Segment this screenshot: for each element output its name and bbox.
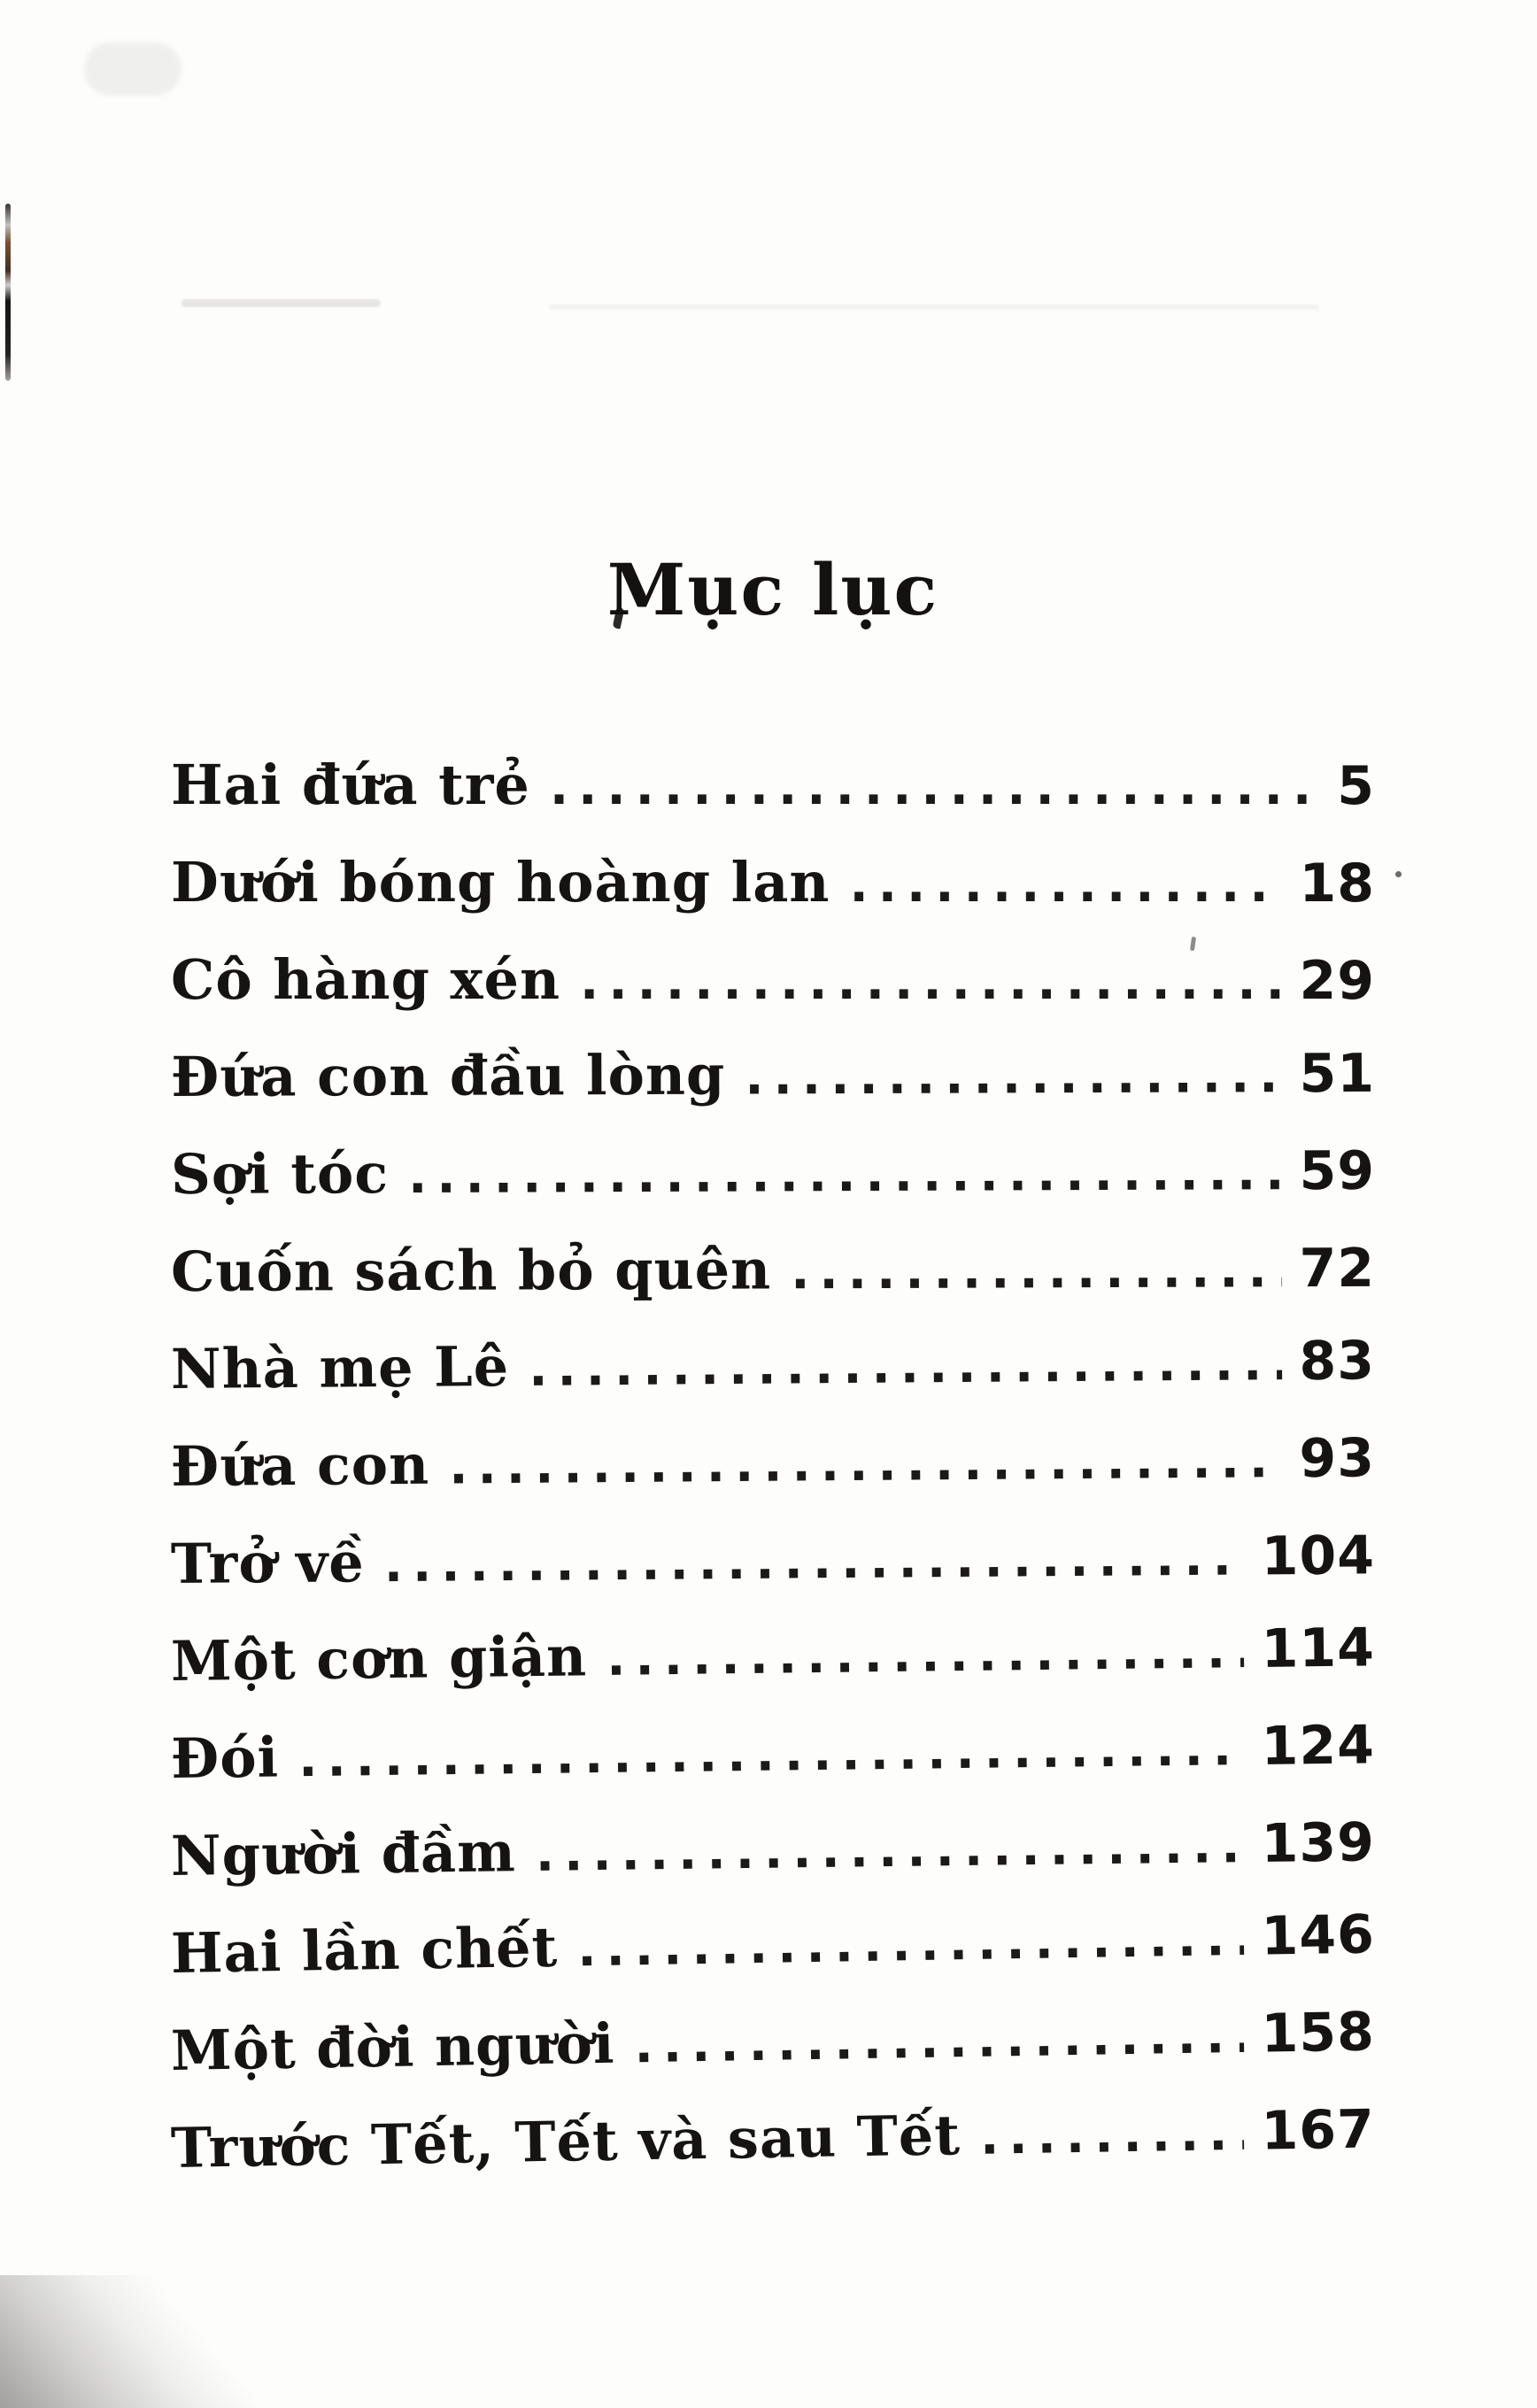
toc-entry-title: Đứa con bbox=[170, 1432, 430, 1499]
dot-leader bbox=[979, 2085, 1245, 2198]
toc-entry bbox=[171, 1311, 1376, 1418]
toc-entry-page: 158 bbox=[1261, 2001, 1376, 2065]
toc-entry-page: 18 bbox=[1299, 853, 1375, 915]
toc-entry-page: 146 bbox=[1261, 1903, 1376, 1968]
toc-entry-page: 83 bbox=[1299, 1330, 1376, 1393]
scan-smudge bbox=[84, 42, 182, 96]
toc-entry bbox=[170, 1598, 1375, 1710]
toc-entry-title: Đứa con đầu lòng bbox=[170, 1042, 726, 1109]
toc-entry bbox=[170, 2080, 1376, 2197]
toc-entry-page: 59 bbox=[1299, 1139, 1376, 1203]
scan-edge-artifact bbox=[5, 204, 11, 381]
toc-entry-title: Sợi tóc bbox=[170, 1141, 390, 1207]
toc-entry-title: Một cơn giận bbox=[170, 1624, 588, 1694]
toc-entry bbox=[171, 834, 1375, 931]
dot-leader bbox=[849, 837, 1281, 945]
scan-smudge bbox=[182, 299, 381, 307]
toc-entry-title: Trước Tết, Tết và sau Tết bbox=[170, 2103, 962, 2180]
toc-entry bbox=[170, 1695, 1375, 1808]
scan-corner-shadow bbox=[0, 2275, 266, 2408]
toc-entry bbox=[171, 1024, 1375, 1126]
toc-entry bbox=[171, 1219, 1375, 1321]
toc-entry bbox=[171, 1122, 1375, 1223]
toc-content bbox=[171, 547, 1375, 2197]
toc-entry-page: 29 bbox=[1299, 950, 1375, 1012]
dot-leader bbox=[550, 739, 1319, 848]
toc-entry-title: Cuốn sách bỏ quên bbox=[170, 1237, 772, 1304]
toc-entry bbox=[171, 1506, 1376, 1613]
page-title: Mục lục bbox=[606, 548, 939, 631]
toc-entry-title: Cô hàng xén bbox=[171, 947, 561, 1012]
toc-entry-title: Hai đứa trẻ bbox=[171, 752, 530, 817]
toc-entry-title: Trở về bbox=[170, 1530, 365, 1596]
toc-entry-title: Đói bbox=[170, 1725, 280, 1791]
toc-entry-page: 51 bbox=[1299, 1042, 1376, 1106]
toc-entry-page: 93 bbox=[1299, 1427, 1376, 1490]
toc-list bbox=[171, 737, 1375, 2197]
toc-entry-page: 124 bbox=[1261, 1714, 1376, 1778]
toc-entry-page: 139 bbox=[1261, 1811, 1376, 1875]
toc-entry-page: 167 bbox=[1261, 2098, 1376, 2163]
toc-entry bbox=[171, 737, 1375, 834]
stray-dot bbox=[1395, 871, 1402, 877]
toc-entry bbox=[171, 931, 1375, 1029]
toc-entry-title: Một đời người bbox=[170, 2011, 615, 2083]
toc-entry-title: Người đầm bbox=[170, 1819, 517, 1888]
toc-entry-page: 104 bbox=[1261, 1524, 1376, 1588]
toc-entry-page: 5 bbox=[1337, 755, 1375, 817]
toc-entry-page: 114 bbox=[1261, 1617, 1376, 1680]
toc-entry bbox=[171, 1409, 1376, 1516]
toc-entry-title: Dưới bóng hoàng lan bbox=[171, 850, 830, 915]
toc-entry-page: 72 bbox=[1299, 1237, 1376, 1300]
scan-smudge bbox=[549, 305, 1319, 310]
toc-entry-title: Hai lần chết bbox=[170, 1914, 559, 1986]
toc-entry-title: Nhà mẹ Lê bbox=[170, 1333, 510, 1401]
